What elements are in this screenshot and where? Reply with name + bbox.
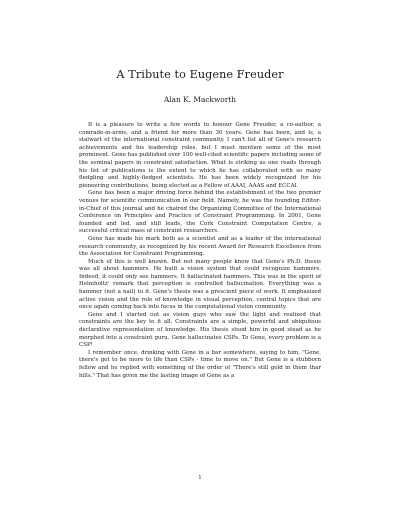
paragraph-5: Gene and I started out as vision guys who saw the light and realized that constraints are the key to it all. Constraints are a simple, powerful and ubiquitous declarative representation of knowledge. His thesis stood him in good stead as he morphed into a constraint guru. Gene hallucinates CSPs. To Gene, every problem is a CSP! — [79, 311, 321, 349]
paragraph-1: It is a pleasure to write a few words to honour Gene Freuder, a co-author, a comrade-in-arms, and a friend for more than 30 years. Gene has been, and is, a stalwart of the international constraint community. I can't list all of Gene's research achievements and his leadership roles, but I must mention some of the most prominent. Gene has published over 100 well-cited scientific papers including some of the seminal papers in constraint satisfaction. What is striking as one reads through his list of publications is the extent to which he has collaborated with so many fledgling and highly-fledged scientists. He has been widely recognized for his pioneering contributions, being elected as a Fellow of AAAI, AAAS and ECCAI. — [79, 122, 321, 189]
page-number: 1 — [198, 475, 202, 481]
paragraph-2: Gene has been a major driving force behind the establishment of the two premier venues for scientific communication in our field. Namely, he was the founding Editor-in-Chief of this journal and he chaired the Organizing Committee of the International Conference on Principles and Practice of Constraint Programming. In 2001, Gene founded and led, and still leads, the Cork Constraint Computation Centre, a successful critical mass of constraint researchers. — [79, 190, 321, 235]
author-name: Alan K. Mackworth — [163, 95, 237, 104]
paragraph-3: Gene has made his mark both as a scientist and as a leader of the international research community, as recognized by his recent Award for Research Excellence from the Association for Constraint Programming. — [79, 235, 321, 258]
body-text — [79, 122, 321, 380]
paragraph-4: Much of this is well known. But not many people know that Gene's Ph.D. thesis was all about hammers. He built a vision system that could recognize hammers. Indeed, it could only see hammers. It hallucinated hammers. This was in the spirit of Helmholtz' remark that perception is controlled hallucination. Everything was a hammer (not a nail) to it. Gene's thesis was a prescient piece of work. It emphasized active vision and the role of knowledge in visual perception, central topics that are once again coming back into focus in the computational vision community. — [79, 258, 321, 311]
paragraph-6: I remember once, drinking with Gene in a bar somewhere, saying to him, "Gene, there's got to be more to life than CSPs - time to move on." But Gene is a stubborn fellow and he replied with something of the order of "There's still gold in them thar hills." That has given me the lasting image of Gene as a — [79, 349, 321, 379]
paper-title: A Tribute to Eugene Freuder — [116, 68, 284, 81]
